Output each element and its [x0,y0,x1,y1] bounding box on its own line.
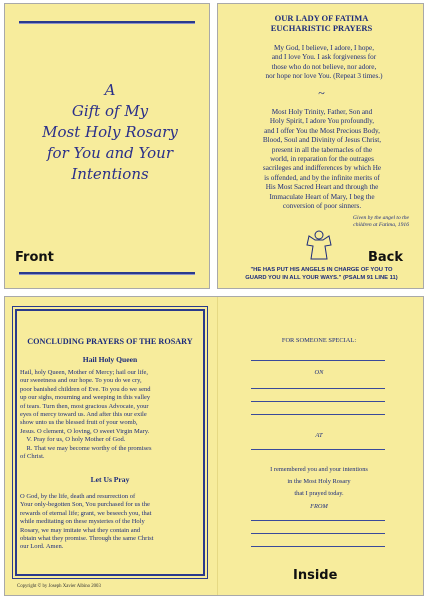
front-title-line: Gift of My [71,102,149,120]
remembered-line: I remembered you and your intentions [270,466,368,473]
prayer-line: His Most Sacred Heart and through the [265,183,379,192]
let-us-pray-title: Let Us Pray [90,475,130,484]
fold-line [217,297,218,595]
prayer-line: Blood, Soul and Divinity of Jesus Christ, [262,136,382,145]
front-title-line: Most Holy Rosary [42,123,178,141]
prayer-line: obtain what they promise. Through the same Christ [20,535,154,543]
quote-line: "HE HAS PUT HIS ANGELS IN CHARGE OF YOU TO [250,267,393,273]
prayer-line: My God, I believe, I adore, I hope, [274,44,374,52]
prayer-line: R. That we may become worthy of the promises [20,444,152,452]
prayer-line: and I offer You the Most Precious Body, [264,126,380,135]
back-label: Back [368,250,404,265]
let-us-pray-text [20,493,153,552]
prayer-line: and I love You. I ask forgiveness for [271,53,377,62]
prayer-line: world, in reparation for the outrages [270,155,374,164]
prayer-line: of tears. Turn then, most gracious Advocate, your [20,402,149,410]
attribution-line: Given by the angel to the [352,215,409,221]
write-line [251,520,385,521]
write-line [251,414,385,415]
quote-line: GUARD YOU IN ALL YOUR WAYS." (PSALM 91 LINE 11) [245,275,398,281]
prayer-line: of Christ. [20,453,45,461]
prayer-line: Hail, holy Queen, Mother of Mercy; hail our life, [20,369,148,376]
prayer-line: Immaculate Heart of Mary, I beg the [269,192,375,201]
from-label: FROM [310,503,328,510]
back-title-line: EUCHARISTIC PRAYERS [270,23,373,33]
top-rule [19,21,195,24]
remembered-line: that I prayed today. [294,490,344,497]
concluding-heading: CONCLUDING PRAYERS OF THE ROSARY [27,337,193,346]
prayer-line: Jesus. O clement, O loving, O sweet Virgin Mary. [20,427,150,435]
prayer-line: Most Holy Trinity, Father, Son and [271,108,373,116]
prayer-line: show unto us the blessed fruit of your womb, [20,419,138,427]
remembered-line: in the Most Holy Rosary [287,478,351,485]
front-panel [4,3,210,289]
write-line [251,533,385,534]
prayer-line: those who do not believe, nor adore, [271,62,377,71]
write-line [251,388,385,389]
prayer-line: Rosary, we may imitate what they contain and [20,526,141,534]
write-line [251,449,385,450]
front-title-line: for You and Your [46,144,173,162]
inside-label: Inside [293,568,338,583]
bottom-rule [19,272,195,275]
front-title [25,80,195,185]
for-someone-special-label: FOR SOMEONE SPECIAL: [281,337,357,344]
prayer-line: Your only-begotten Son, You purchased for us the [20,501,150,509]
prayer-line: V. Pray for us, O holy Mother of God. [20,436,126,444]
prayer-line: present in all the tabernacles of the [271,145,373,154]
psalm-quote [224,266,419,282]
on-label: ON [314,369,324,376]
back-title-line: OUR LADY OF FATIMA [274,13,369,23]
back-title [228,13,415,33]
prayer-line: nor hope nor love You. (Repeat 3 times.) [265,72,383,81]
separator: ~ [318,86,325,100]
prayer-line: rewards of eternal life; grant, we beseech you, that [20,509,152,517]
prayer-belief [234,44,414,82]
prayer-line: our Lord. Amen. [20,543,64,551]
write-line [251,546,385,547]
front-label: Front [15,250,54,265]
at-label: AT [315,432,323,439]
front-title-line: Intentions [71,165,149,183]
prayer-trinity [228,108,416,211]
write-line [251,360,385,361]
prayer-line: while meditating on these mysteries of the Holy [20,518,145,526]
hail-holy-queen-text [20,369,151,461]
angel-icon [304,229,334,261]
prayer-line: up our sighs, mourning and weeping in this valley [20,394,151,402]
prayer-line: Holy Spirit, I adore You profoundly, [269,117,375,126]
prayer-line: conversion of poor sinners. [282,202,362,211]
inside-panel [4,296,424,596]
prayer-line: sacrileges and indifferences by which He [262,164,382,173]
copyright: Copyright © by Joseph Xavier Albino 2003 [17,584,101,589]
prayer-line: poor banished children of Eve. To you do we send [20,385,151,393]
prayer-line: O God, by the life, death and resurrection of [20,493,136,500]
attribution [353,215,409,229]
prayer-line: our sweetness and our hope. To you do we cry, [20,377,142,385]
front-title-line: A [104,81,116,99]
attribution-line: children at Fatima, 1916 [353,222,409,228]
hail-holy-queen-title: Hail Holy Queen [82,355,138,364]
prayer-line: eyes of mercy toward us. And after this our exile [20,411,147,419]
write-line [251,401,385,402]
prayer-line: is offended, and by the infinite merits of [264,173,380,182]
back-panel [217,3,424,289]
